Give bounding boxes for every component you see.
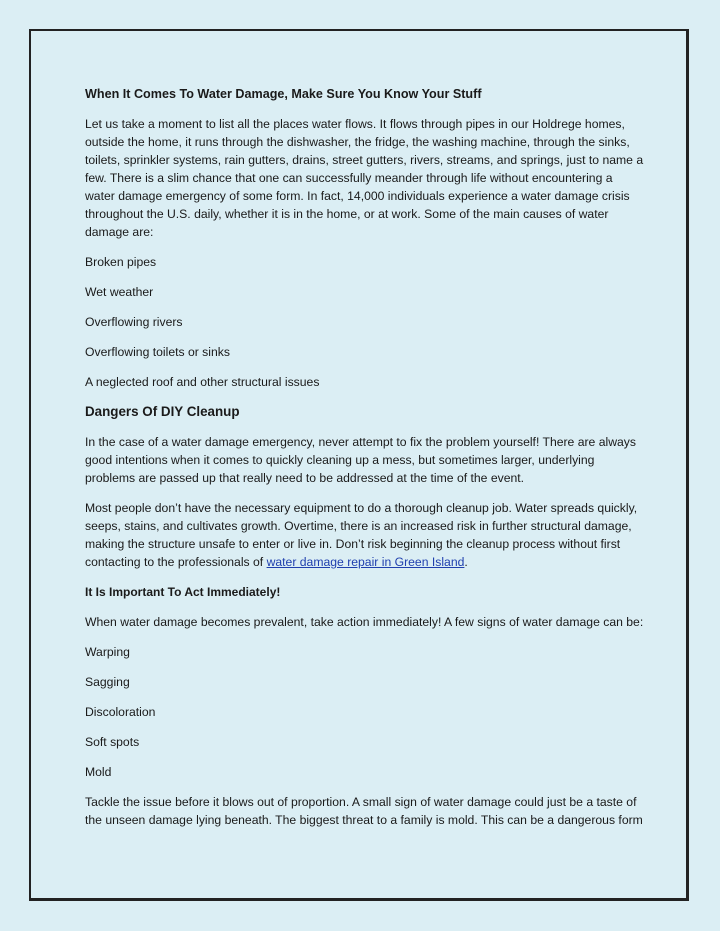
act-heading: It Is Important To Act Immediately! — [85, 585, 281, 599]
document-body — [85, 85, 645, 841]
main-heading: When It Comes To Water Damage, Make Sure You Know Your Stuff — [85, 87, 482, 101]
equipment-text-end: . — [464, 555, 468, 569]
equipment-text: Most people don’t have the necessary equipment to do a thorough cleanup job. Water spreads quickly, seeps, stains, and cultivates growth. Overtime, there is an increased risk in further structural damage, making the structure unsafe to enter or live in. Don’t risk beginning the cleanup process without first contacting to the professionals of — [85, 501, 638, 569]
dangers-paragraph: In the case of a water damage emergency, never attempt to fix the problem yourself! There are always good intentions when it comes to quickly cleaning up a mess, but sometimes larger, underlying problems are passed up that really need to be addressed at the time of the event. — [85, 435, 636, 485]
sign-item: Soft spots — [85, 735, 140, 749]
cause-item: A neglected roof and other structural issues — [85, 375, 320, 389]
dangers-heading: Dangers Of DIY Cleanup — [85, 404, 240, 419]
cause-item: Overflowing toilets or sinks — [85, 345, 230, 359]
sign-item: Sagging — [85, 675, 130, 689]
cause-item: Broken pipes — [85, 255, 157, 269]
sign-item: Mold — [85, 765, 112, 779]
cause-item: Wet weather — [85, 285, 154, 299]
act-paragraph: When water damage becomes prevalent, take action immediately! A few signs of water damage can be: — [85, 615, 644, 629]
water-damage-repair-link[interactable]: water damage repair in Green Island — [266, 555, 465, 569]
sign-item: Warping — [85, 645, 130, 659]
intro-paragraph: Let us take a moment to list all the places water flows. It flows through pipes in our Holdrege homes, outside the home, it runs through the dishwasher, the fridge, the washing machine, through the sinks, toilets, sprinkler systems, rain gutters, drains, street gutters, rivers, streams, and springs, just to name a few. There is a slim chance that one can successfully meander through life without encountering a water damage emergency of some form. In fact, 14,000 individuals experience a water damage crisis throughout the U.S. daily, whether it is in the home, or at work. Some of the main causes of water damage are: — [85, 117, 644, 239]
cause-item: Overflowing rivers — [85, 315, 183, 329]
sign-item: Discoloration — [85, 705, 156, 719]
closing-paragraph: Tackle the issue before it blows out of proportion. A small sign of water damage could just be a taste of the unseen damage lying beneath. The biggest threat to a family is mold. This can be a dangerous form — [85, 795, 643, 827]
equipment-paragraph — [85, 499, 645, 571]
